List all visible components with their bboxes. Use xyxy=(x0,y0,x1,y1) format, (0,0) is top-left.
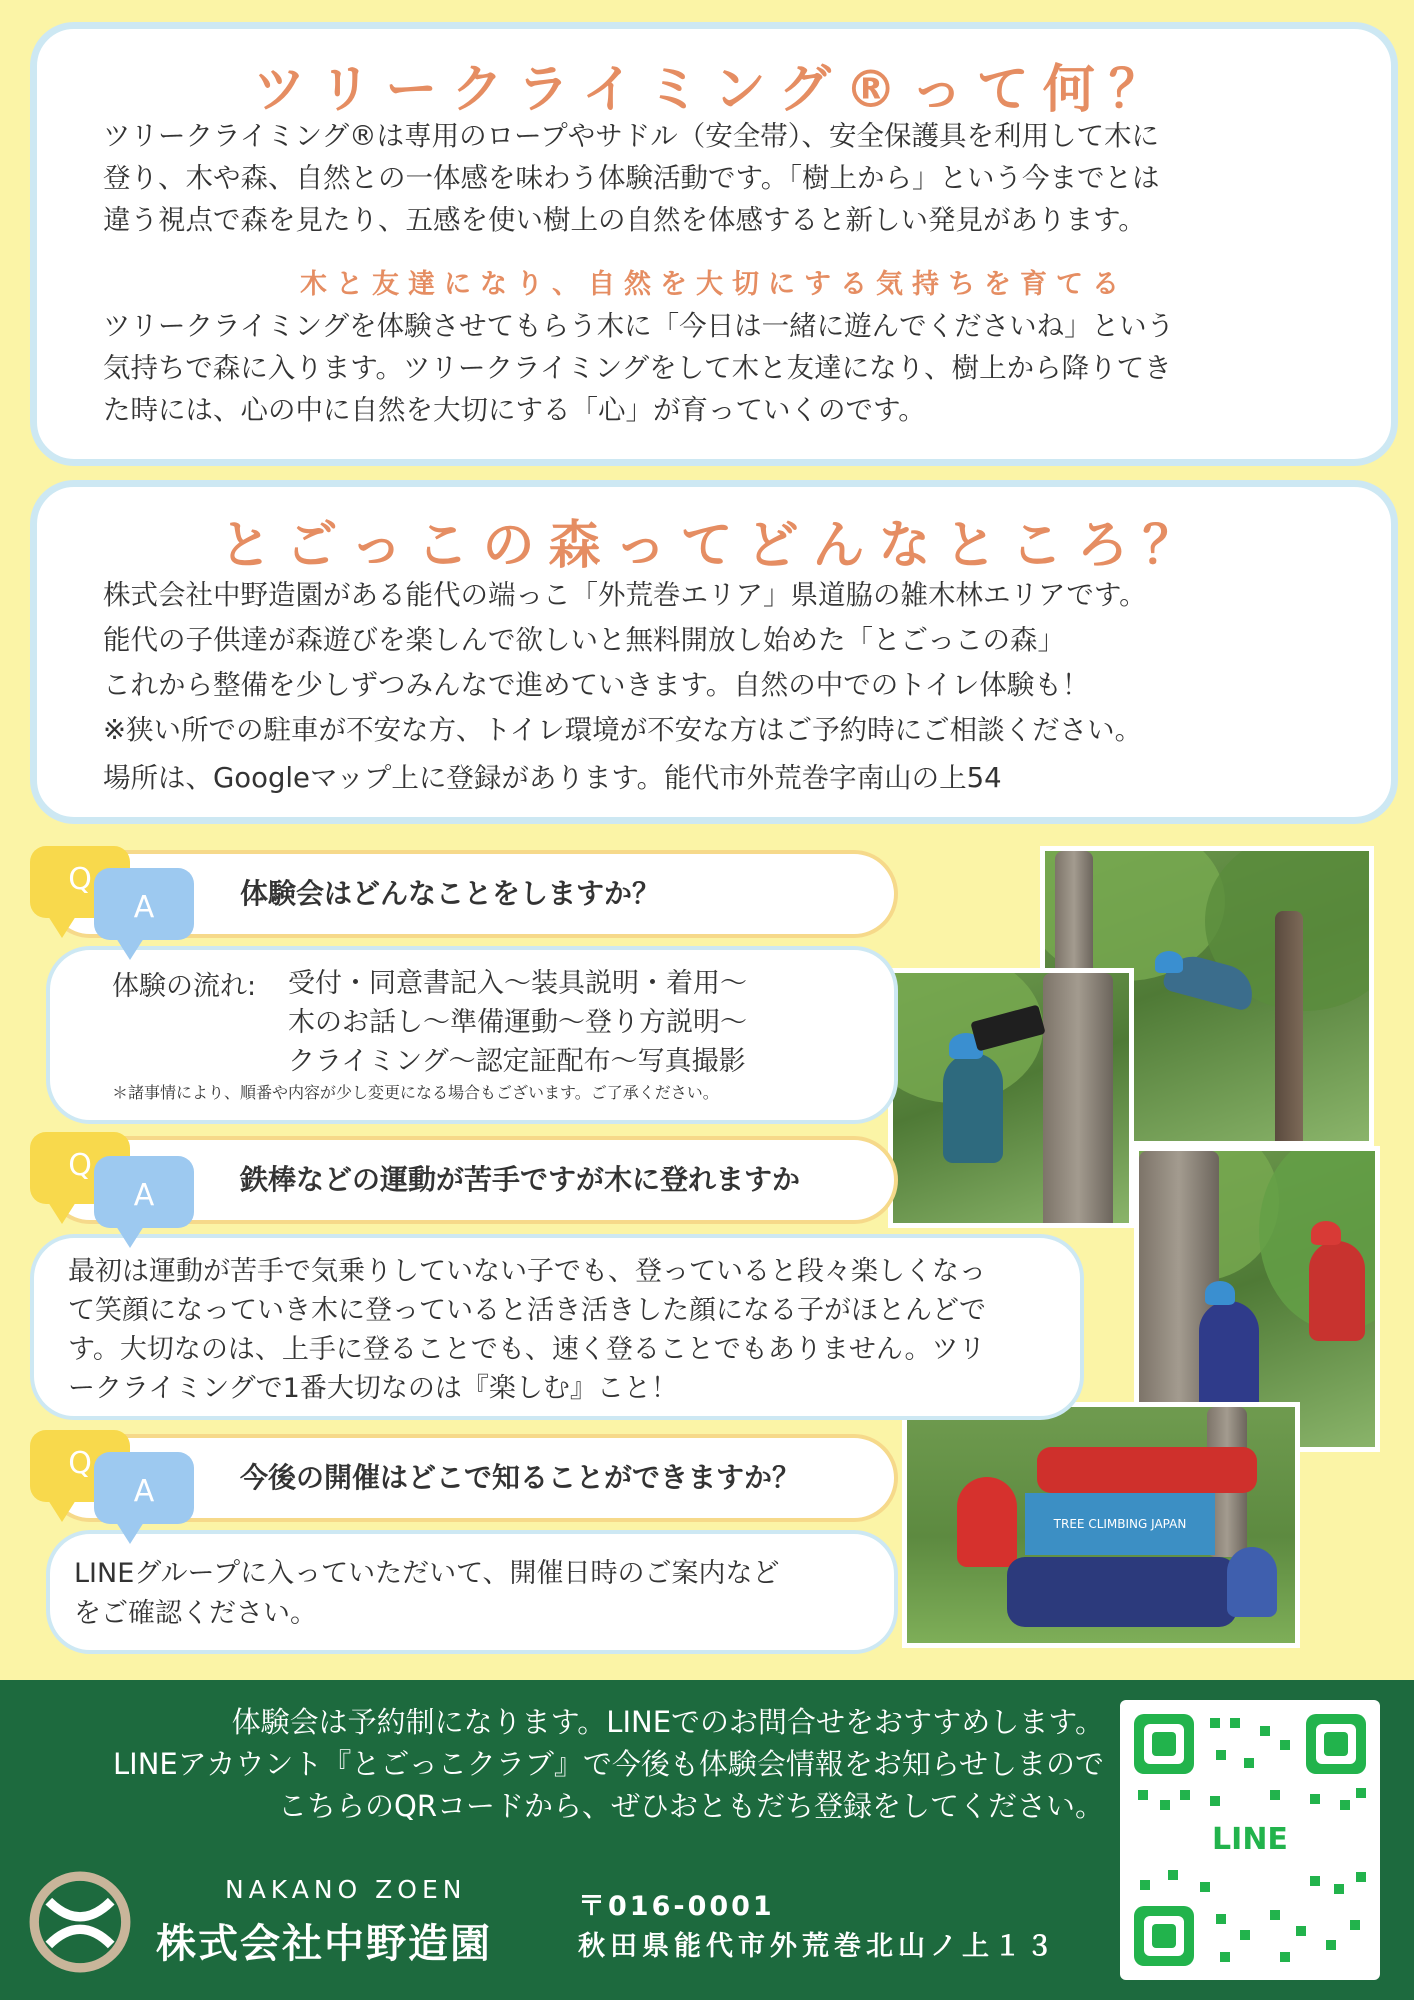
footer-line: 体験会は予約制になります。LINEでのお問合せをおすすめします。 xyxy=(231,1705,1104,1739)
group-banner: TREE CLIMBING JAPAN xyxy=(1025,1493,1215,1555)
question-1-text: 体験会はどんなことをしますか？ xyxy=(240,877,661,910)
answer-2-text xyxy=(68,1252,986,1408)
section1-body-line: た時には、心の中に自然を大切にする「心」が育っていくのです。 xyxy=(103,394,926,426)
photo-group xyxy=(902,1402,1300,1648)
section2-body-line: 株式会社中野造園がある能代の端っこ「外荒巻エリア」県道脇の雑木林エリアです。 xyxy=(103,579,1147,611)
section1-intro-line: 違う視点で森を見たり、五感を使い樹上の自然を体感すると新しい発見があります。 xyxy=(103,204,1146,236)
answer-2-box xyxy=(30,1234,1084,1420)
footer xyxy=(0,1680,1414,2000)
a-bubble-icon: A xyxy=(94,1452,194,1524)
section1-body xyxy=(103,305,1351,431)
section1-intro-line: 登り、木や森、自然との一体感を味わう体験活動です。「樹上から」という今までとは xyxy=(103,162,1160,194)
q-bubble-icon: Q xyxy=(30,1132,130,1204)
brand-name-english: NAKANO ZOEN xyxy=(225,1875,467,1904)
flow-step-line: 木のお話し～準備運動～登り方説明～ xyxy=(288,1007,747,1038)
location-text xyxy=(103,757,1351,799)
answer-2-line: ークライミングで1番大切なのは『楽しむ』こと！ xyxy=(68,1373,678,1404)
flow-label: 体験の流れ: xyxy=(112,971,257,1002)
what-is-tree-climbing-panel xyxy=(30,22,1398,466)
qr-line-label: LINE xyxy=(1200,1820,1300,1860)
section1-intro-line: ツリークライミング®は専用のロープやサドル（安全帯）、安全保護具を利用して木に xyxy=(103,120,1159,152)
company-address: 秋田県能代市外荒巻北山ノ上１３ xyxy=(578,1931,1058,1962)
a-bubble-icon: A xyxy=(94,1156,194,1228)
section1-title: ツリークライミング®って何？ xyxy=(253,60,1175,120)
a-bubble-icon: A xyxy=(94,868,194,940)
location-line: 場所は、Googleマップ上に登録があります。能代市外荒巻字南山の上54 xyxy=(103,762,1002,794)
footer-line: LINEアカウント『とごっこクラブ』で今後も体験会情報をお知らせしまので xyxy=(113,1747,1104,1781)
q-bubble-icon: Q xyxy=(30,1430,130,1502)
section2-title: とごっこの森ってどんなところ？ xyxy=(219,516,1209,576)
company-logo-icon xyxy=(28,1870,132,1974)
section1-intro xyxy=(103,115,1351,241)
section1-body-line: ツリークライミングを体験させてもらう木に「今日は一緒に遊んでくださいね」という xyxy=(103,310,1175,342)
question-3-text: 今後の開催はどこで知ることができますか？ xyxy=(240,1461,801,1494)
line-qr-code[interactable] xyxy=(1120,1700,1380,1980)
question-2-text: 鉄棒などの運動が苦手ですが木に登れますか xyxy=(240,1163,801,1196)
footer-line: こちらのQRコードから、ぜひおともだち登録をしてください。 xyxy=(278,1789,1104,1823)
section2-body-line: 能代の子供達が森遊びを楽しんで欲しいと無料開放し始めた「とごっこの森」 xyxy=(103,624,1065,656)
section1-subtitle: 木と友達になり、自然を大切にする気持ちを育てる xyxy=(300,269,1128,300)
answer-2-line: 最初は運動が苦手で気乗りしていない子でも、登っていると段々楽しくなっ xyxy=(68,1256,986,1287)
answer-2-line: て笑顔になっていき木に登っていると活き活きした顔になる子がほとんどで xyxy=(68,1295,986,1326)
q-bubble-icon: Q xyxy=(30,846,130,918)
section2-body-line: ※狭い所での駐車が不安な方、トイレ環境が不安な方はご予約時にご相談ください。 xyxy=(103,714,1143,746)
photo-climber-seat xyxy=(888,968,1134,1228)
answer-1-box xyxy=(46,946,898,1124)
answer-2-line: す。大切なのは、上手に登ることでも、速く登ることでもありません。ツリ xyxy=(68,1334,986,1365)
section2-body-line: これから整備を少しずつみんなで進めていきます。自然の中でのトイレ体験も！ xyxy=(103,669,1090,701)
postal-code: 〒016-0001 xyxy=(578,1891,775,1922)
section2-body xyxy=(103,573,1351,753)
flow-steps xyxy=(288,964,747,1081)
answer-3-box xyxy=(46,1530,898,1654)
brand-name-japanese: 株式会社中野造園 xyxy=(156,1921,492,1967)
togokko-forest-panel xyxy=(30,480,1398,824)
flow-step-line: クライミング～認定証配布～写真撮影 xyxy=(288,1046,746,1077)
section1-body-line: 気持ちで森に入ります。ツリークライミングをして木と友達になり、樹上から降りてき xyxy=(103,352,1172,384)
flow-step-line: 受付・同意書記入～装具説明・着用～ xyxy=(288,968,747,999)
flow-note: ＊諸事情により、順番や内容が少し変更になる場合もございます。ご了承ください。 xyxy=(112,1083,719,1102)
answer-3-line: をご確認ください。 xyxy=(74,1598,317,1629)
answer-3-line: LINEグループに入っていただいて、開催日時のご案内など xyxy=(74,1558,780,1589)
answer-3-text xyxy=(74,1554,780,1634)
